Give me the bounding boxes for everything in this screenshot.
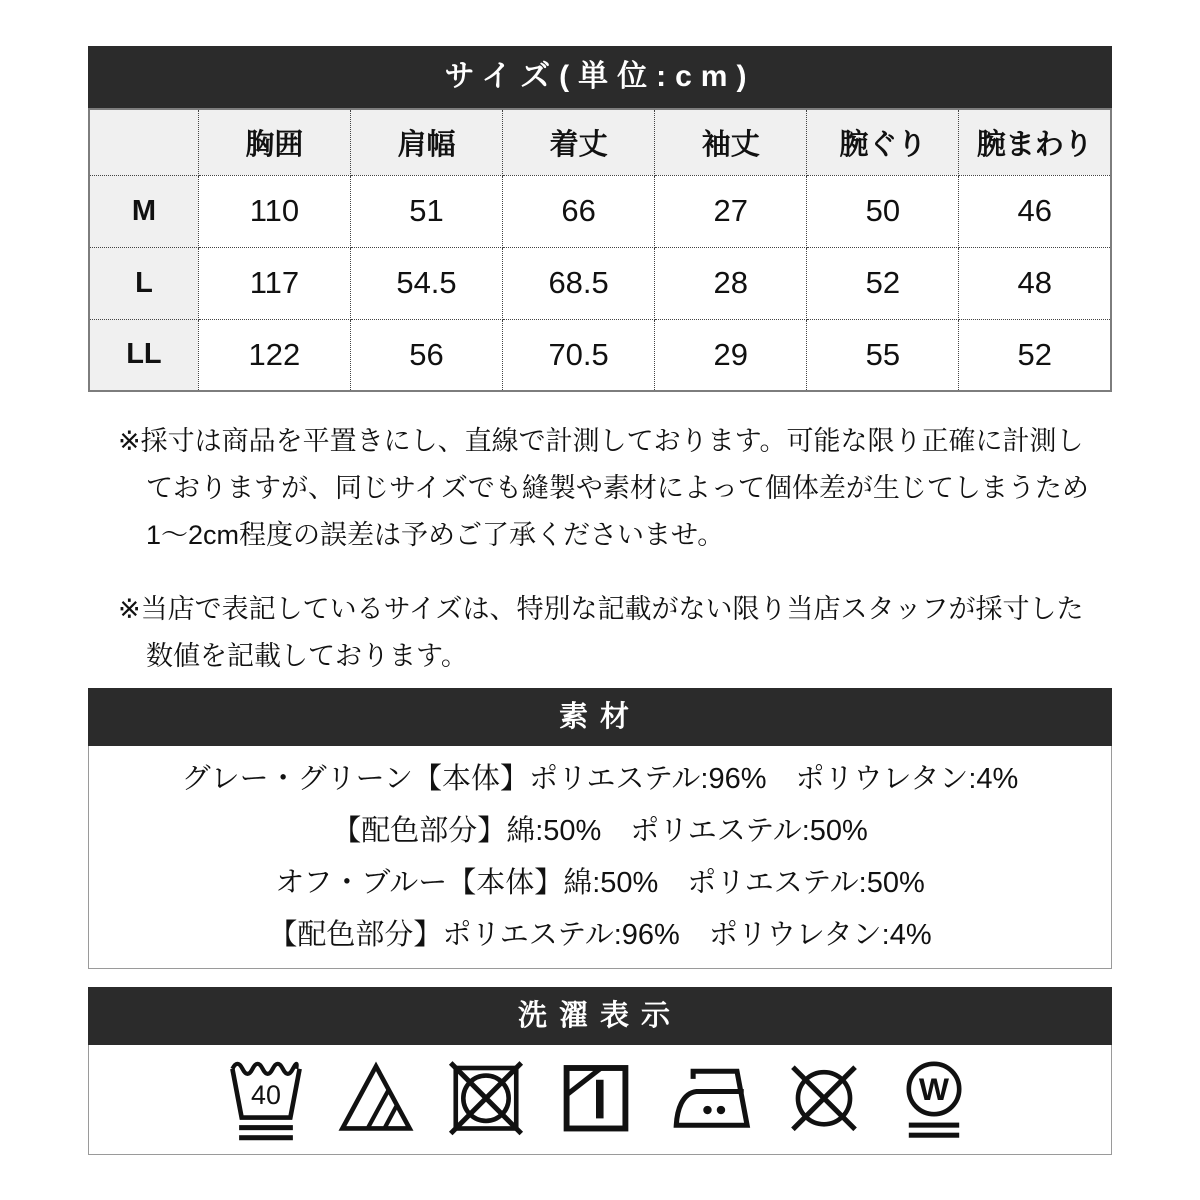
do-not-dry-clean-icon [782, 1051, 866, 1148]
material-line: 【配色部分】綿:50% ポリエステル:50% [332, 815, 868, 847]
note-line: 数値を記載しております。 [146, 641, 468, 671]
table-cell: 54.5 [350, 247, 502, 319]
table-cell: 66 [503, 175, 655, 247]
size-section-title: サイズ(単位:cm) [88, 46, 1112, 108]
column-header-sleeve: 袖丈 [655, 109, 807, 175]
measurement-note [118, 418, 1102, 559]
staff-measured-note [118, 586, 1102, 680]
svg-text:W: W [918, 1070, 950, 1107]
table-row-ll [89, 319, 1111, 391]
drip-dry-in-shade-icon [554, 1051, 638, 1148]
row-header-ll: LL [89, 319, 198, 391]
table-cell: 50 [807, 175, 959, 247]
table-row-l [89, 247, 1111, 319]
table-cell: 56 [350, 319, 502, 391]
column-header-armhole: 腕ぐり [807, 109, 959, 175]
material-line: 【配色部分】ポリエステル:96% ポリウレタン:4% [268, 919, 932, 951]
do-not-tumble-dry-icon [444, 1051, 528, 1148]
material-body [88, 746, 1112, 969]
material-section [88, 688, 1112, 969]
table-cell: 48 [959, 247, 1111, 319]
column-header-shoulder: 肩幅 [350, 109, 502, 175]
size-chart-image [88, 0, 1112, 1155]
oxygen-bleach-only-icon [334, 1051, 418, 1148]
table-cell: 122 [198, 319, 350, 391]
note-line: ※採寸は商品を平置きにし、直線で計測しております。可能な限り正確に計測し [118, 426, 1084, 456]
material-section-title: 素材 [88, 688, 1112, 746]
material-line: オフ・ブルー【本体】綿:50% ポリエステル:50% [275, 867, 925, 899]
wet-clean-very-gentle-icon [892, 1051, 976, 1148]
wash-40-very-gentle-icon [224, 1051, 308, 1148]
table-cell: 28 [655, 247, 807, 319]
table-row-m [89, 175, 1111, 247]
material-line: グレー・グリーン【本体】ポリエステル:96% ポリウレタン:4% [181, 763, 1019, 795]
column-header-length: 着丈 [503, 109, 655, 175]
table-cell: 68.5 [503, 247, 655, 319]
iron-medium-two-dots-icon [664, 1051, 756, 1148]
table-cell: 29 [655, 319, 807, 391]
note-line: ておりますが、同じサイズでも縫製や素材によって個体差が生じてしまうため [146, 473, 1089, 503]
column-header-chest: 胸囲 [198, 109, 350, 175]
care-icons-row [88, 1045, 1112, 1155]
table-cell: 52 [807, 247, 959, 319]
table-cell: 46 [959, 175, 1111, 247]
note-line: ※当店で表記しているサイズは、特別な記載がない限り当店スタッフが採寸した [118, 594, 1084, 624]
notes [88, 418, 1112, 680]
column-header-arm-circumference: 腕まわり [959, 109, 1111, 175]
corner-cell [89, 109, 198, 175]
row-header-m: M [89, 175, 198, 247]
table-cell: 55 [807, 319, 959, 391]
table-cell: 51 [350, 175, 502, 247]
table-cell: 70.5 [503, 319, 655, 391]
care-section-title: 洗濯表示 [88, 987, 1112, 1045]
size-table-header-row [89, 109, 1111, 175]
row-header-l: L [89, 247, 198, 319]
table-cell: 27 [655, 175, 807, 247]
table-cell: 117 [198, 247, 350, 319]
svg-text:40: 40 [251, 1080, 281, 1111]
note-line: 1〜2cm程度の誤差は予めご了承くださいませ。 [146, 520, 725, 550]
table-cell: 110 [198, 175, 350, 247]
care-section [88, 987, 1112, 1155]
size-table [88, 108, 1112, 392]
table-cell: 52 [959, 319, 1111, 391]
